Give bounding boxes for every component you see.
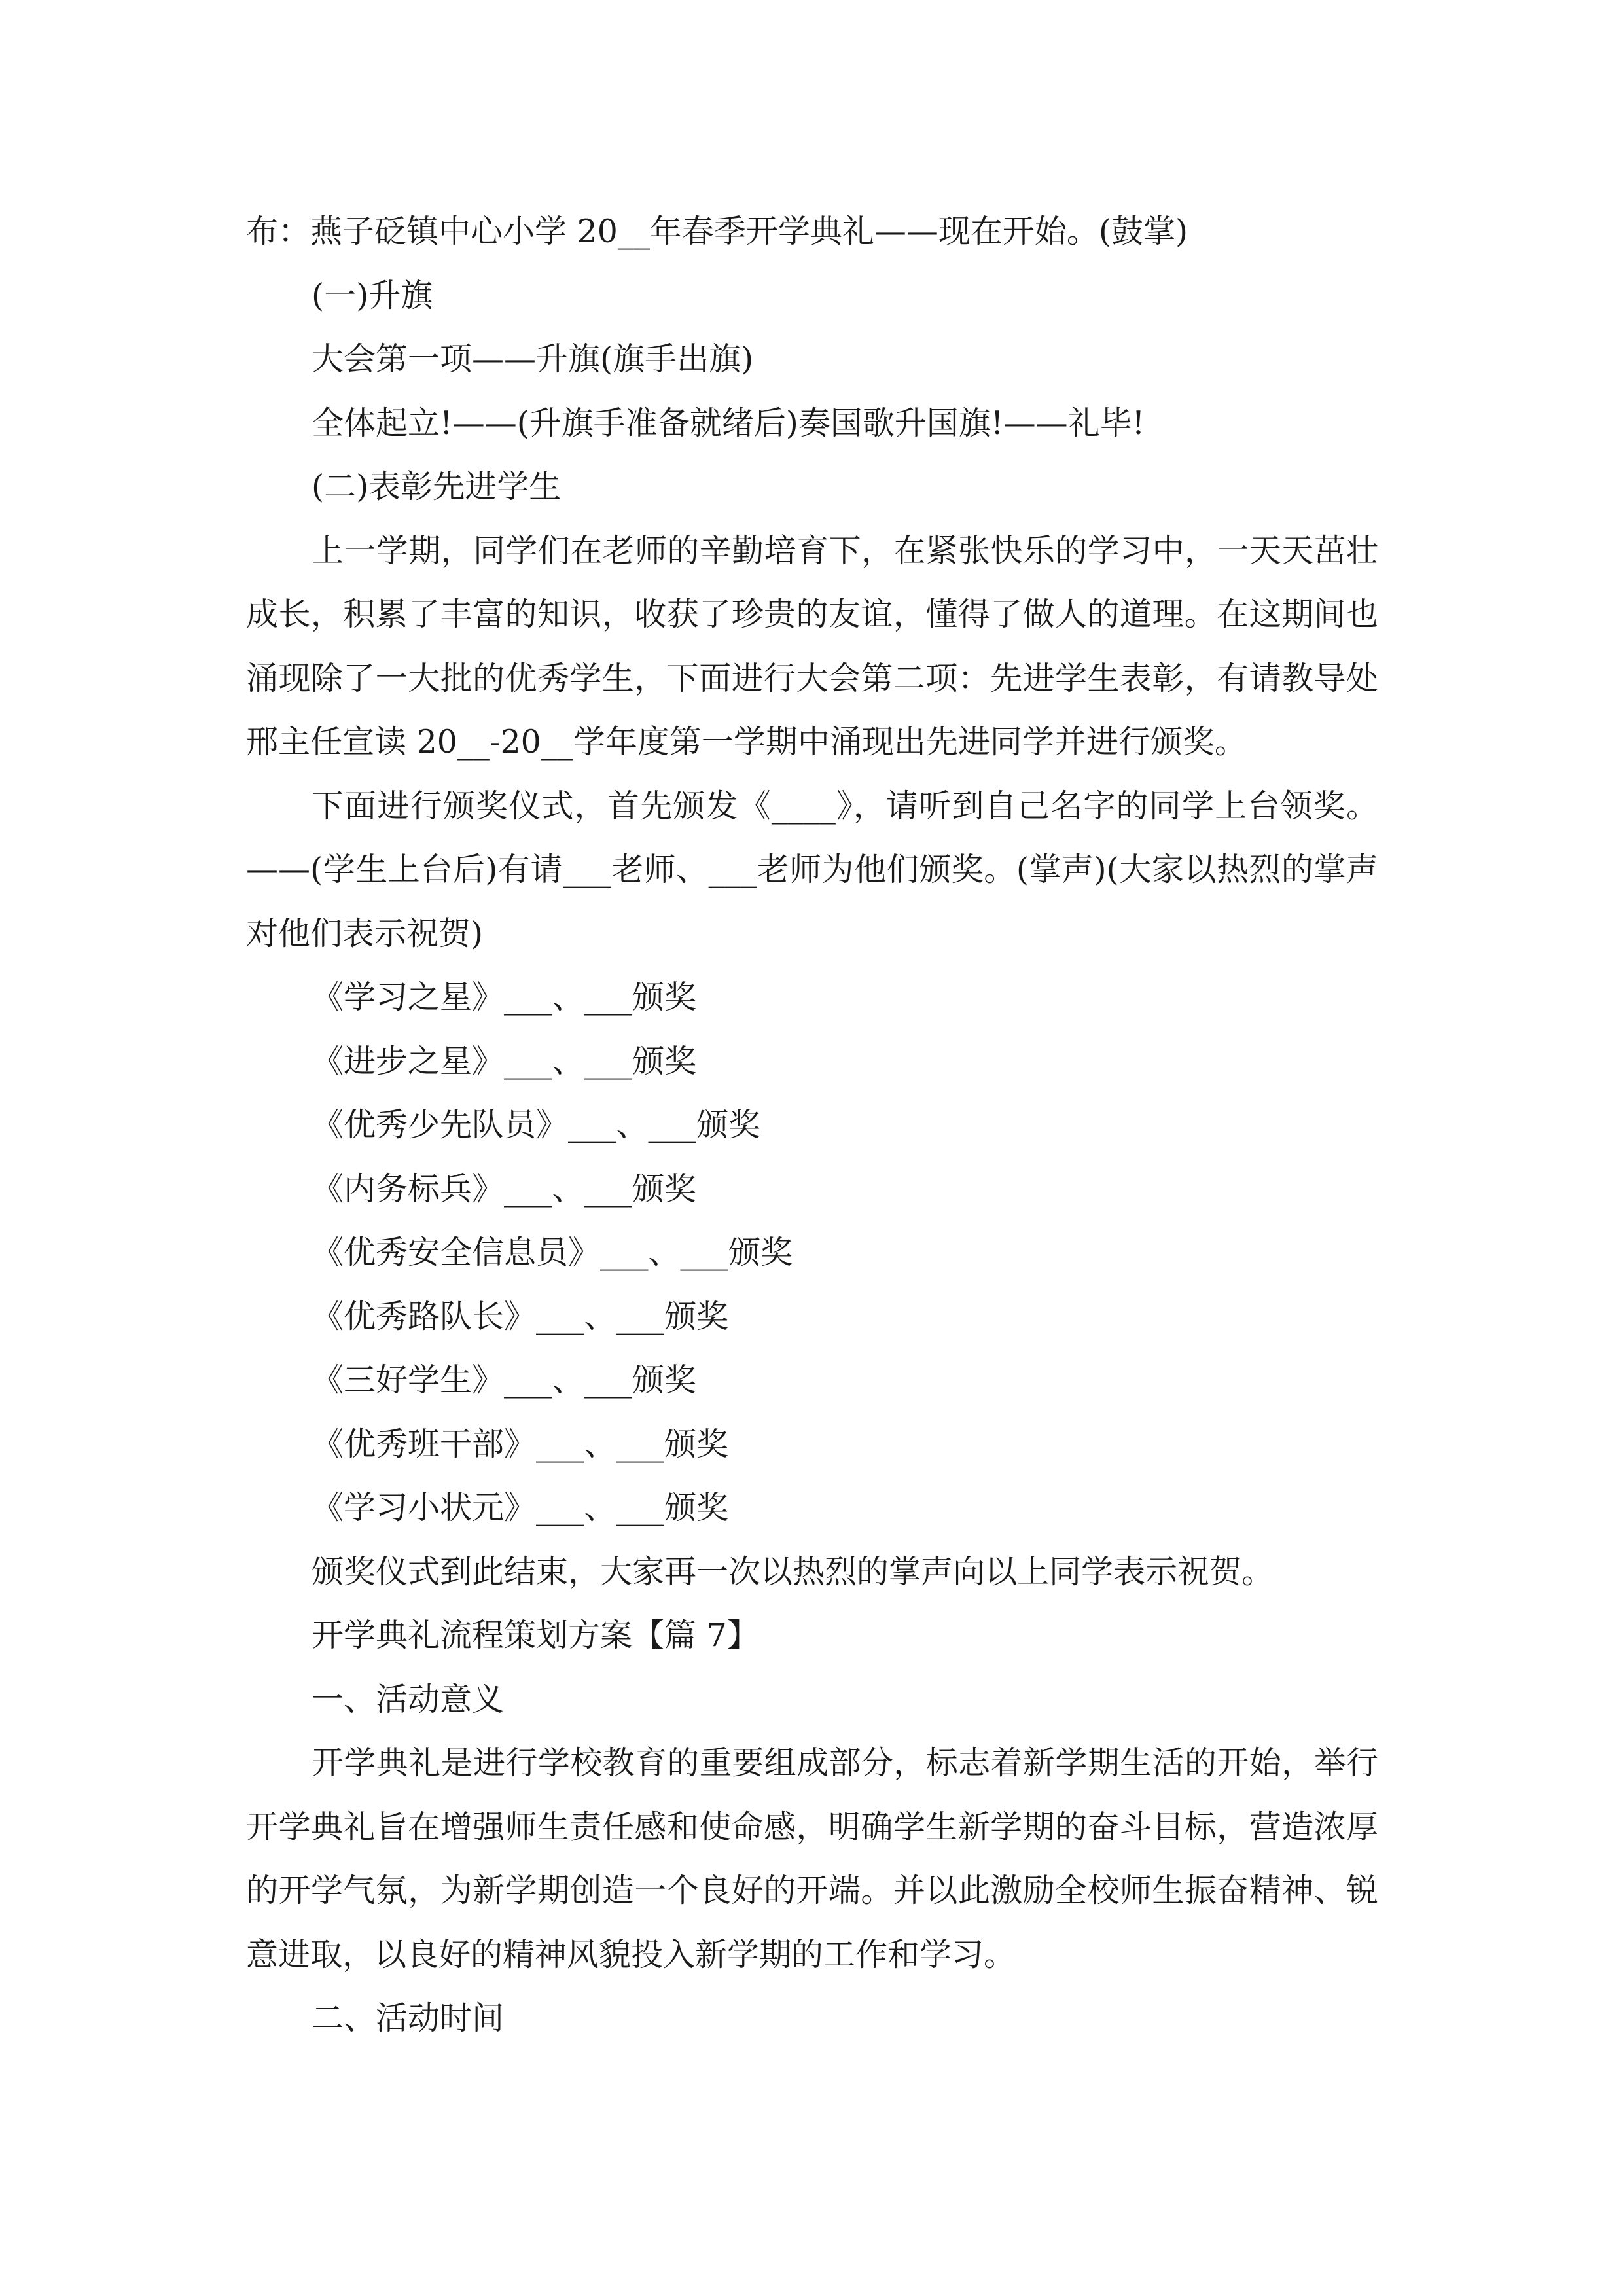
award-item: 《优秀少先队员》___、___颁奖 bbox=[312, 1106, 761, 1143]
opening-announcement: 布：燕子砭镇中心小学 20__年春季开学典礼——现在开始。(鼓掌) bbox=[246, 213, 1188, 250]
award-item: 《内务标兵》___、___颁奖 bbox=[312, 1170, 697, 1208]
item-praise-students: (二)表彰先进学生 bbox=[312, 468, 562, 505]
first-item-flag: 大会第一项——升旗(旗手出旗) bbox=[312, 340, 754, 378]
paragraph-award-ceremony: 下面进行颁奖仪式，首先颁发《____》，请听到自己名字的同学上台领奖。——(学生上台后)有请___老师、___老师为他们颁奖。(掌声)(大家以热烈的掌声对他们表示祝贺) bbox=[246, 787, 1378, 952]
heading-activity-meaning: 一、活动意义 bbox=[312, 1680, 505, 1718]
document-body bbox=[246, 200, 1378, 2051]
stand-up-anthem: 全体起立!——(升旗手准备就绪后)奏国歌升国旗!——礼毕! bbox=[312, 404, 1145, 442]
paragraph-praise: 上一学期，同学们在老师的辛勤培育下，在紧张快乐的学习中，一天天茁壮成长，积累了丰富的知识，收获了珍贵的友谊，懂得了做人的道理。在这期间也涌现除了一大批的优秀学生，下面进行大会第二项：先进学生表彰，有请教导处邢主任宣读 20__-20__学年度第一学期中涌现出先进同学并进行颁奖。 bbox=[246, 531, 1378, 761]
award-item: 《进步之星》___、___颁奖 bbox=[312, 1042, 697, 1080]
award-item: 《优秀安全信息员》___、___颁奖 bbox=[312, 1234, 793, 1271]
award-item: 《优秀路队长》___、___颁奖 bbox=[312, 1297, 729, 1335]
heading-activity-time: 二、活动时间 bbox=[312, 2000, 505, 2037]
closing-line: 颁奖仪式到此结束，大家再一次以热烈的掌声向以上同学表示祝贺。 bbox=[312, 1552, 1274, 1590]
item-flag-raising: (一)升旗 bbox=[312, 276, 433, 314]
paragraph-activity-meaning: 开学典礼是进行学校教育的重要组成部分，标志着新学期生活的开始，举行开学典礼旨在增强师生责任感和使命感，明确学生新学期的奋斗目标，营造浓厚的开学气氛，为新学期创造一个良好的开端。并以此激励全校师生振奋精神、锐意进取，以良好的精神风貌投入新学期的工作和学习。 bbox=[246, 1744, 1378, 1973]
award-item: 《优秀班干部》___、___颁奖 bbox=[312, 1425, 729, 1463]
award-item: 《学习小状元》___、___颁奖 bbox=[312, 1489, 729, 1526]
section-title: 开学典礼流程策划方案【篇 7】 bbox=[312, 1617, 759, 1654]
award-item: 《学习之星》___、___颁奖 bbox=[312, 978, 697, 1016]
award-item: 《三好学生》___、___颁奖 bbox=[312, 1361, 697, 1399]
